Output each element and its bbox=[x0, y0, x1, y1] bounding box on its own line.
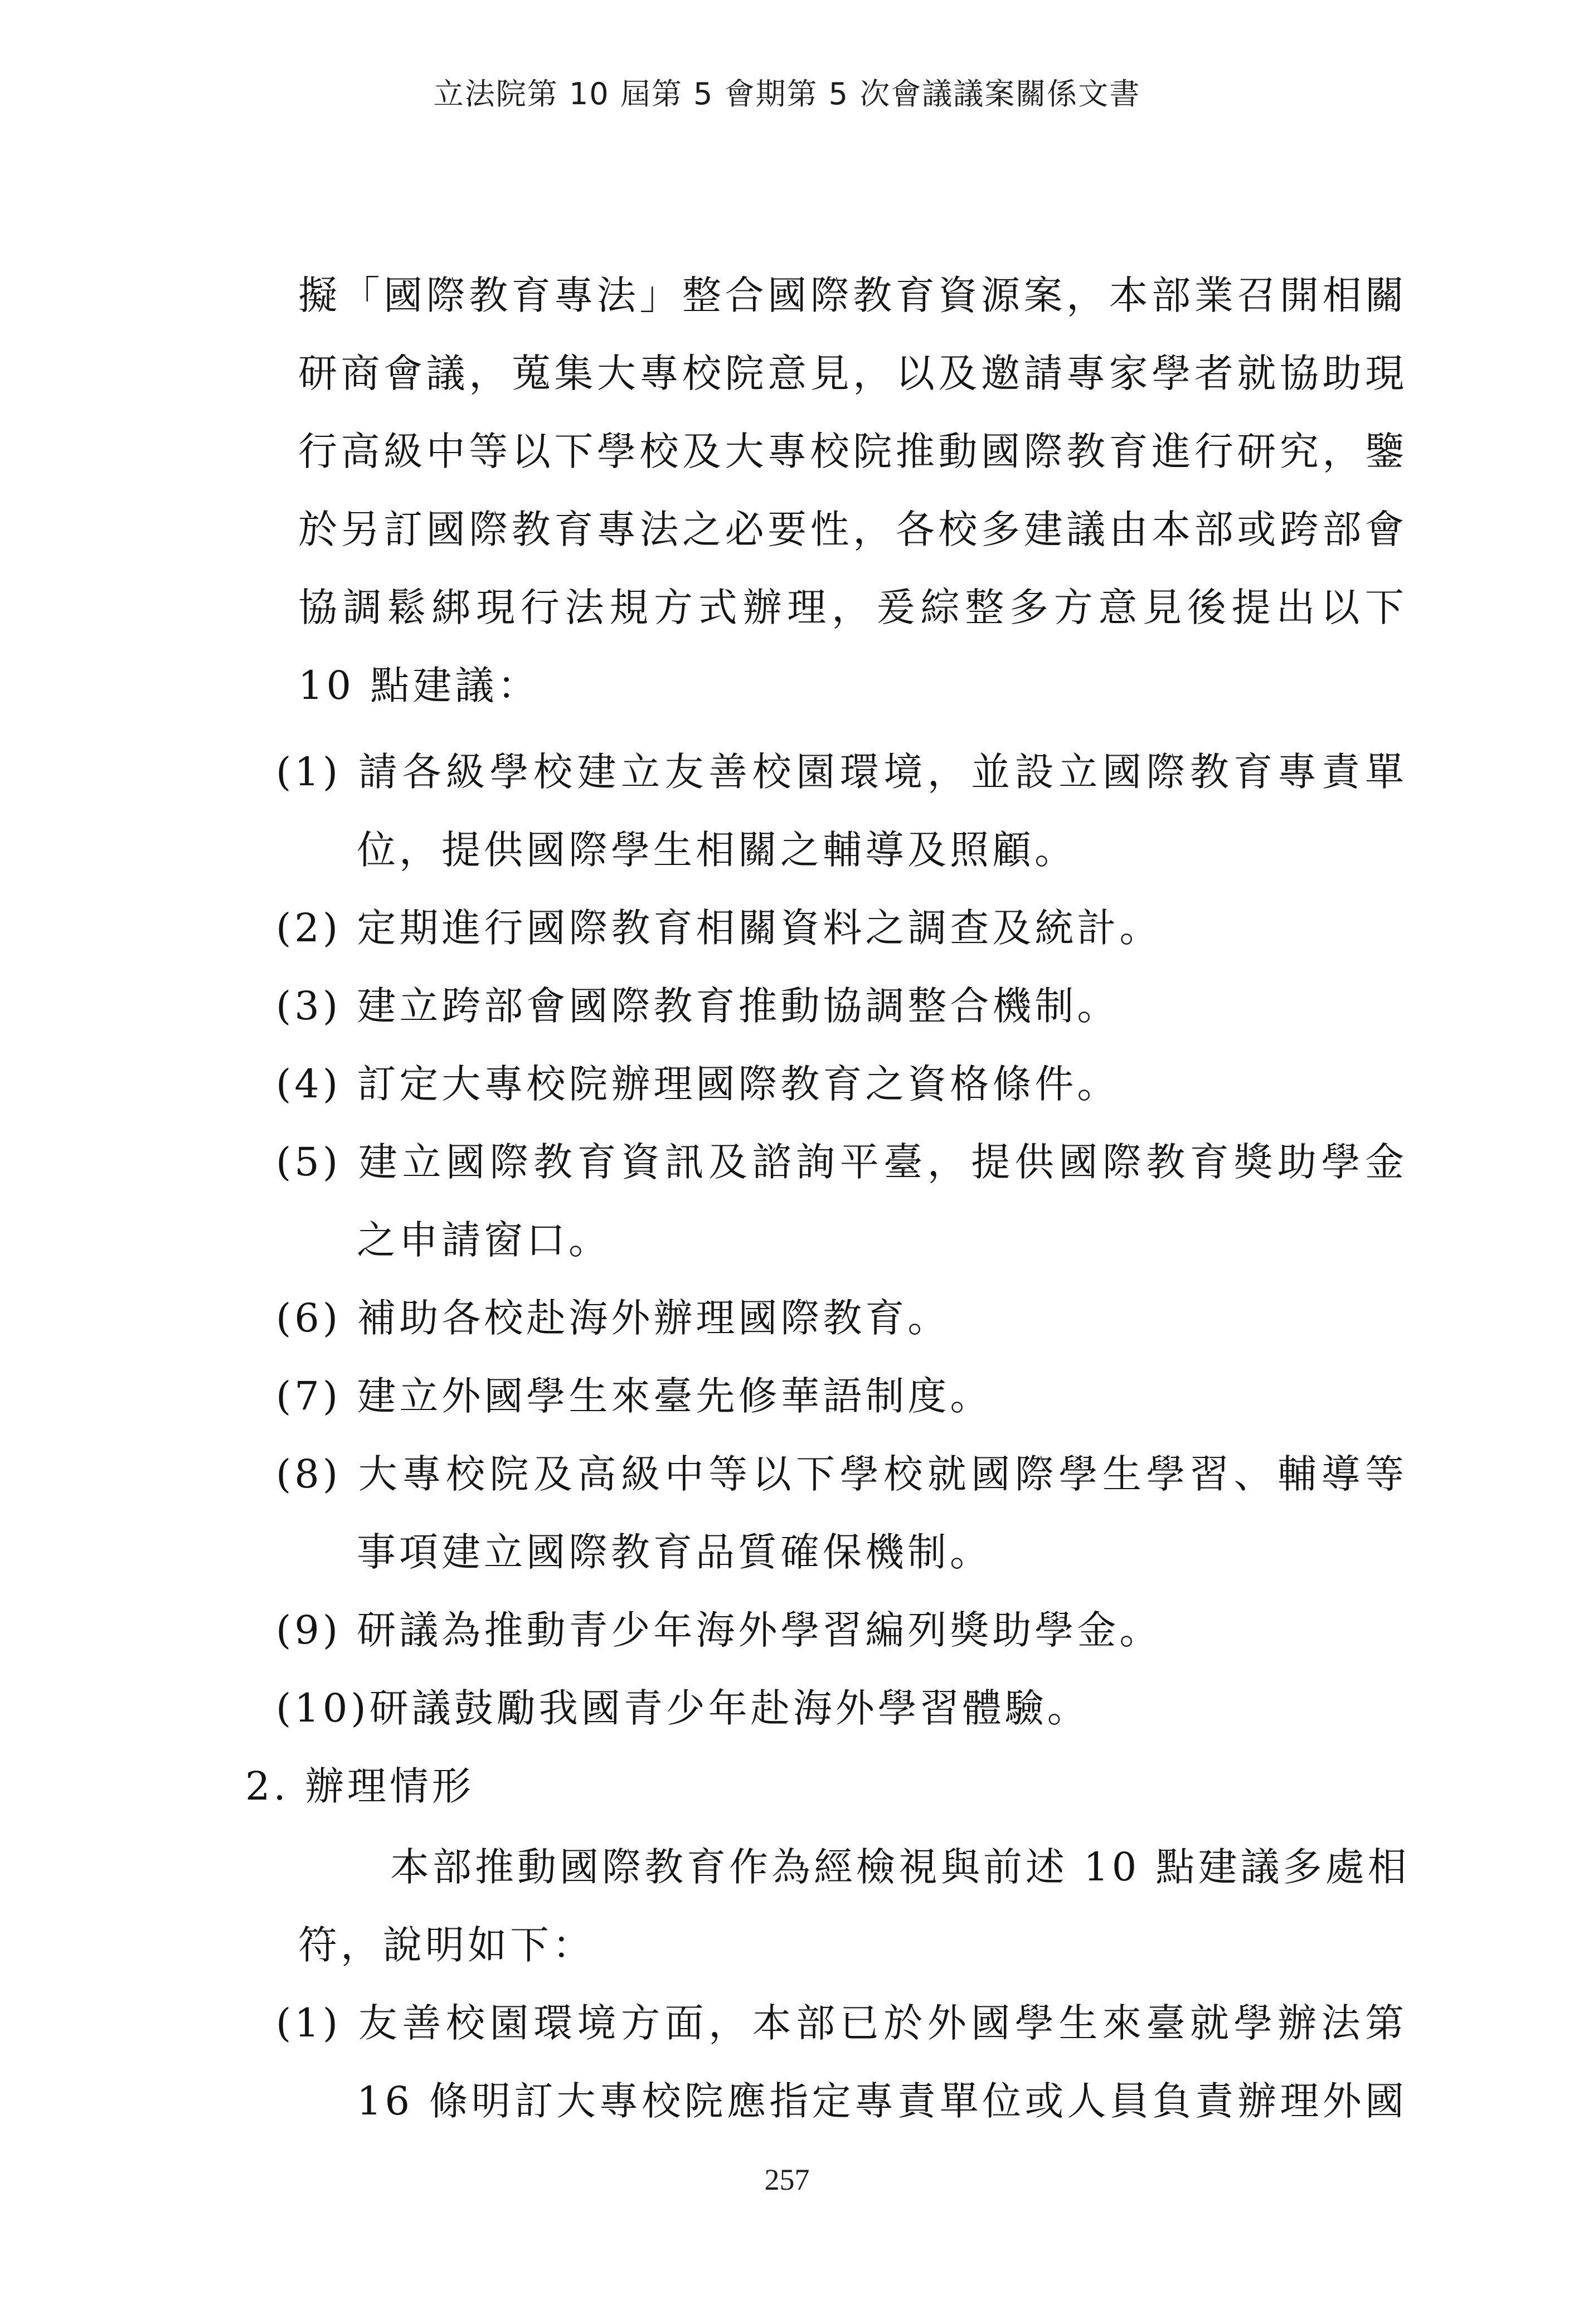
body-paragraph-line-2: 符，說明如下： bbox=[298, 1922, 595, 1968]
body-line-6: 10 點建議： bbox=[298, 663, 540, 708]
list-item-6: (6) 補助各校赴海外辦理國際教育。 bbox=[276, 1295, 950, 1341]
list-item-5-continued: 之申請窗口。 bbox=[357, 1217, 611, 1263]
body-line-5: 協調鬆綁現行法規方式辦理，爰綜整多方意見後提出以下 bbox=[298, 585, 1407, 630]
list-item-4: (4) 訂定大專校院辦理國際教育之資格條件。 bbox=[276, 1061, 1120, 1107]
body-paragraph-line-1: 本部推動國際教育作為經檢視與前述 10 點建議多處相 bbox=[390, 1844, 1410, 1890]
body-line-2: 研商會議，蒐集大專校院意見，以及邀請專家學者就協助現 bbox=[298, 351, 1407, 396]
list-item-2: (2) 定期進行國際教育相關資料之調查及統計。 bbox=[276, 905, 1162, 951]
list-item-1-continued: 位，提供國際學生相關之輔導及照顧。 bbox=[357, 827, 1077, 873]
list-item-7: (7) 建立外國學生來臺先修華語制度。 bbox=[276, 1373, 993, 1419]
page-number: 257 bbox=[764, 2163, 810, 2196]
list-item-10: (10)研議鼓勵我國青少年赴海外學習體驗。 bbox=[276, 1685, 1090, 1731]
list-item-1: (1) 請各級學校建立友善校園環境，並設立國際教育專責單 bbox=[276, 749, 1407, 795]
list-item-8: (8) 大專校院及高級中等以下學校就國際學生學習、輔導等 bbox=[276, 1451, 1407, 1497]
body-line-4: 於另訂國際教育專法之必要性，各校多建議由本部或跨部會 bbox=[298, 507, 1407, 552]
body-line-1: 擬「國際教育專法」整合國際教育資源案，本部業召開相關 bbox=[298, 273, 1407, 318]
page-header: 立法院第 10 屆第 5 會期第 5 次會議議案關係文書 bbox=[433, 76, 1141, 111]
body-line-3: 行高級中等以下學校及大專校院推動國際教育進行研究，鑒 bbox=[298, 429, 1407, 474]
list-item-3: (3) 建立跨部會國際教育推動協調整合機制。 bbox=[276, 983, 1120, 1029]
status-item-1: (1) 友善校園環境方面，本部已於外國學生來臺就學辦法第 bbox=[276, 2000, 1407, 2046]
section-heading: 2. 辦理情形 bbox=[245, 1763, 475, 1809]
list-item-5: (5) 建立國際教育資訊及諮詢平臺，提供國際教育獎助學金 bbox=[276, 1139, 1407, 1185]
list-item-8-continued: 事項建立國際教育品質確保機制。 bbox=[357, 1529, 992, 1575]
list-item-9: (9) 研議為推動青少年海外學習編列獎助學金。 bbox=[276, 1607, 1162, 1653]
status-item-1-continued: 16 條明訂大專校院應指定專責單位或人員負責辦理外國 bbox=[357, 2078, 1407, 2124]
